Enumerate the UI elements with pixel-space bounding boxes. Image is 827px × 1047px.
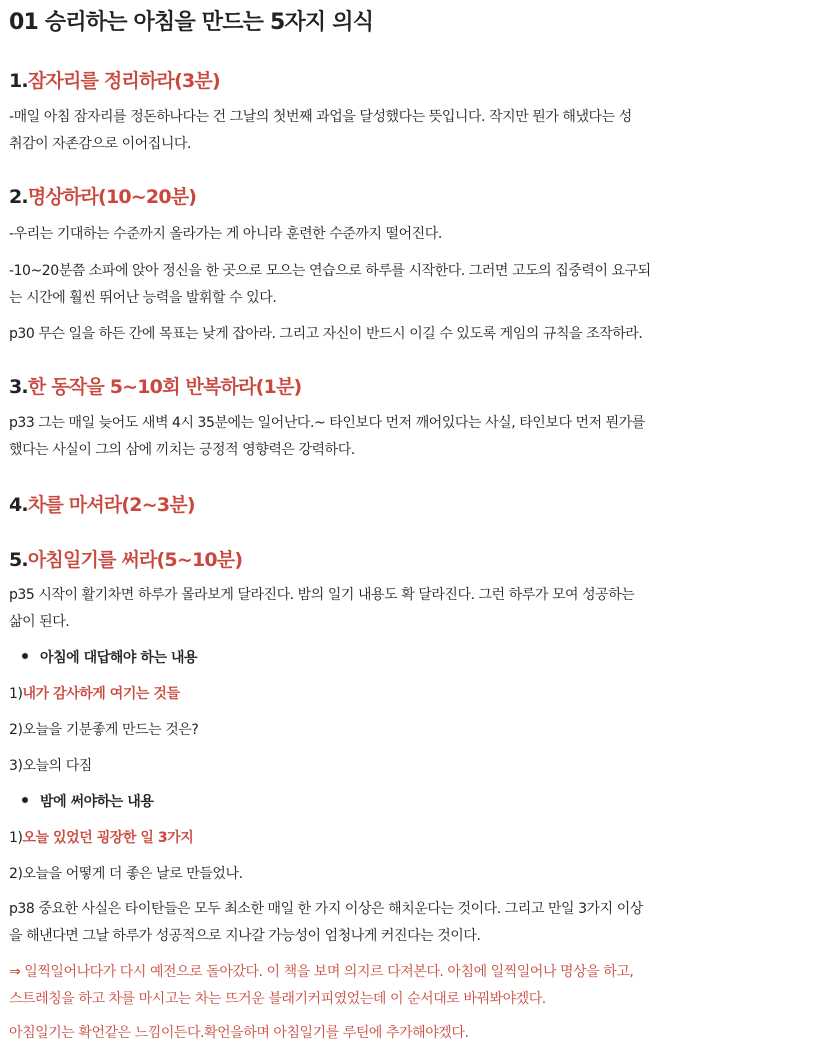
section-title: 아침일기를 써라(5~10분) [27,549,243,571]
section-number: 2. [9,186,28,208]
bullet-item-night [22,791,153,811]
list-item: 2)오늘을 기분좋게 만드는 것은? [9,722,199,738]
list-item [9,827,193,847]
note-text: 일찍일어나다가 다시 예전으로 돌아갔다. 이 책을 보며 의지르 다져본다. 아침에 일찍일어나 명상을 하고, [20,964,634,980]
list-number: 1) [9,830,23,846]
bullet-label: 밤에 써야하는 내용 [40,794,154,810]
section-title: 명상하라(10~20분) [27,186,197,208]
paragraph-line: 취감이 자존감으로 이어집니다. [9,136,191,152]
note-line [9,961,633,981]
section-number: 1. [9,70,28,92]
paragraph-line: 는 시간에 훨씬 뛰어난 능력을 발휘할 수 있다. [9,290,277,306]
note-line: 스트레칭을 하고 차를 마시고는 차는 뜨거운 블래기커피였었는데 이 순서대로 바꿔봐야겠다. [9,991,546,1007]
paragraph-line: p38 중요한 사실은 타이탄들은 모두 최소한 매일 한 가지 이상은 해치운다는 것이다. 그리고 만일 3가지 이상 [9,901,643,917]
section-heading-2 [9,182,196,209]
paragraph-line: -우리는 기대하는 수준까지 올라가는 게 아니라 훈련한 수준까지 떨어진다. [9,226,442,242]
bullet-icon [22,797,28,803]
list-item: 3)오늘의 다짐 [9,758,92,774]
section-heading-4 [9,490,195,517]
list-item [9,683,180,703]
paragraph-line: p33 그는 매일 늦어도 새벽 4시 35분에는 일어난다.~ 타인보다 먼저 깨어있다는 사실, 타인보다 먼저 뭔가를 [9,415,645,431]
paragraph-line: p30 무슨 일을 하든 간에 목표는 낮게 잡아라. 그리고 자신이 반드시 이길 수 있도록 게임의 규칙을 조작하라. [9,326,643,342]
section-number: 4. [9,494,28,516]
paragraph-line: 을 해낸다면 그날 하루가 성공적으로 지나갈 가능성이 엄청나게 커진다는 것이다. [9,928,481,944]
list-item: 2)오늘을 어떻게 더 좋은 날로 만들었나. [9,866,243,882]
paragraph-line: 했다는 사실이 그의 삼에 끼치는 긍정적 영향력은 강력하다. [9,442,355,458]
right-arrow-icon: ⇒ [9,964,21,980]
section-title: 한 동작을 5~10회 반복하라(1분) [27,376,302,398]
bullet-label: 아침에 대답해야 하는 내용 [40,650,198,666]
paragraph-line: p35 시작이 활기차면 하루가 몰라보게 달라진다. 밤의 일기 내용도 확 달라진다. 그런 하루가 모여 성공하는 [9,587,635,603]
note-line: 아침일기는 확언같은 느낌이든다.확언을하며 아침일기를 루틴에 추가해야겠다. [9,1025,469,1041]
section-title: 잠자리를 정리하라(3분) [27,70,220,92]
bullet-icon [22,653,28,659]
list-number: 1) [9,686,23,702]
section-heading-3 [9,372,301,399]
page-title: 01 승리하는 아침을 만드는 5자지 의식 [9,10,374,35]
section-title: 차를 마셔라(2~3분) [27,494,195,516]
section-heading-1 [9,66,220,93]
section-number: 5. [9,549,28,571]
section-heading-5 [9,545,242,572]
list-text: 오늘 있었던 굉장한 일 3가지 [22,830,194,846]
paragraph-line: -매일 아침 잠자리를 정돈하나다는 건 그날의 첫번째 과업을 달성했다는 뜻입니다. 작지만 뭔가 해냈다는 성 [9,109,632,125]
list-text: 내가 감사하게 여기는 것들 [22,686,180,702]
section-number: 3. [9,376,28,398]
bullet-item-morning [22,647,197,667]
paragraph-line: 삶이 된다. [9,614,70,630]
paragraph-line: -10~20분쯤 소파에 앉아 정신을 한 곳으로 모으는 연습으로 하루를 시작한다. 그러면 고도의 집중력이 요구되 [9,263,651,279]
